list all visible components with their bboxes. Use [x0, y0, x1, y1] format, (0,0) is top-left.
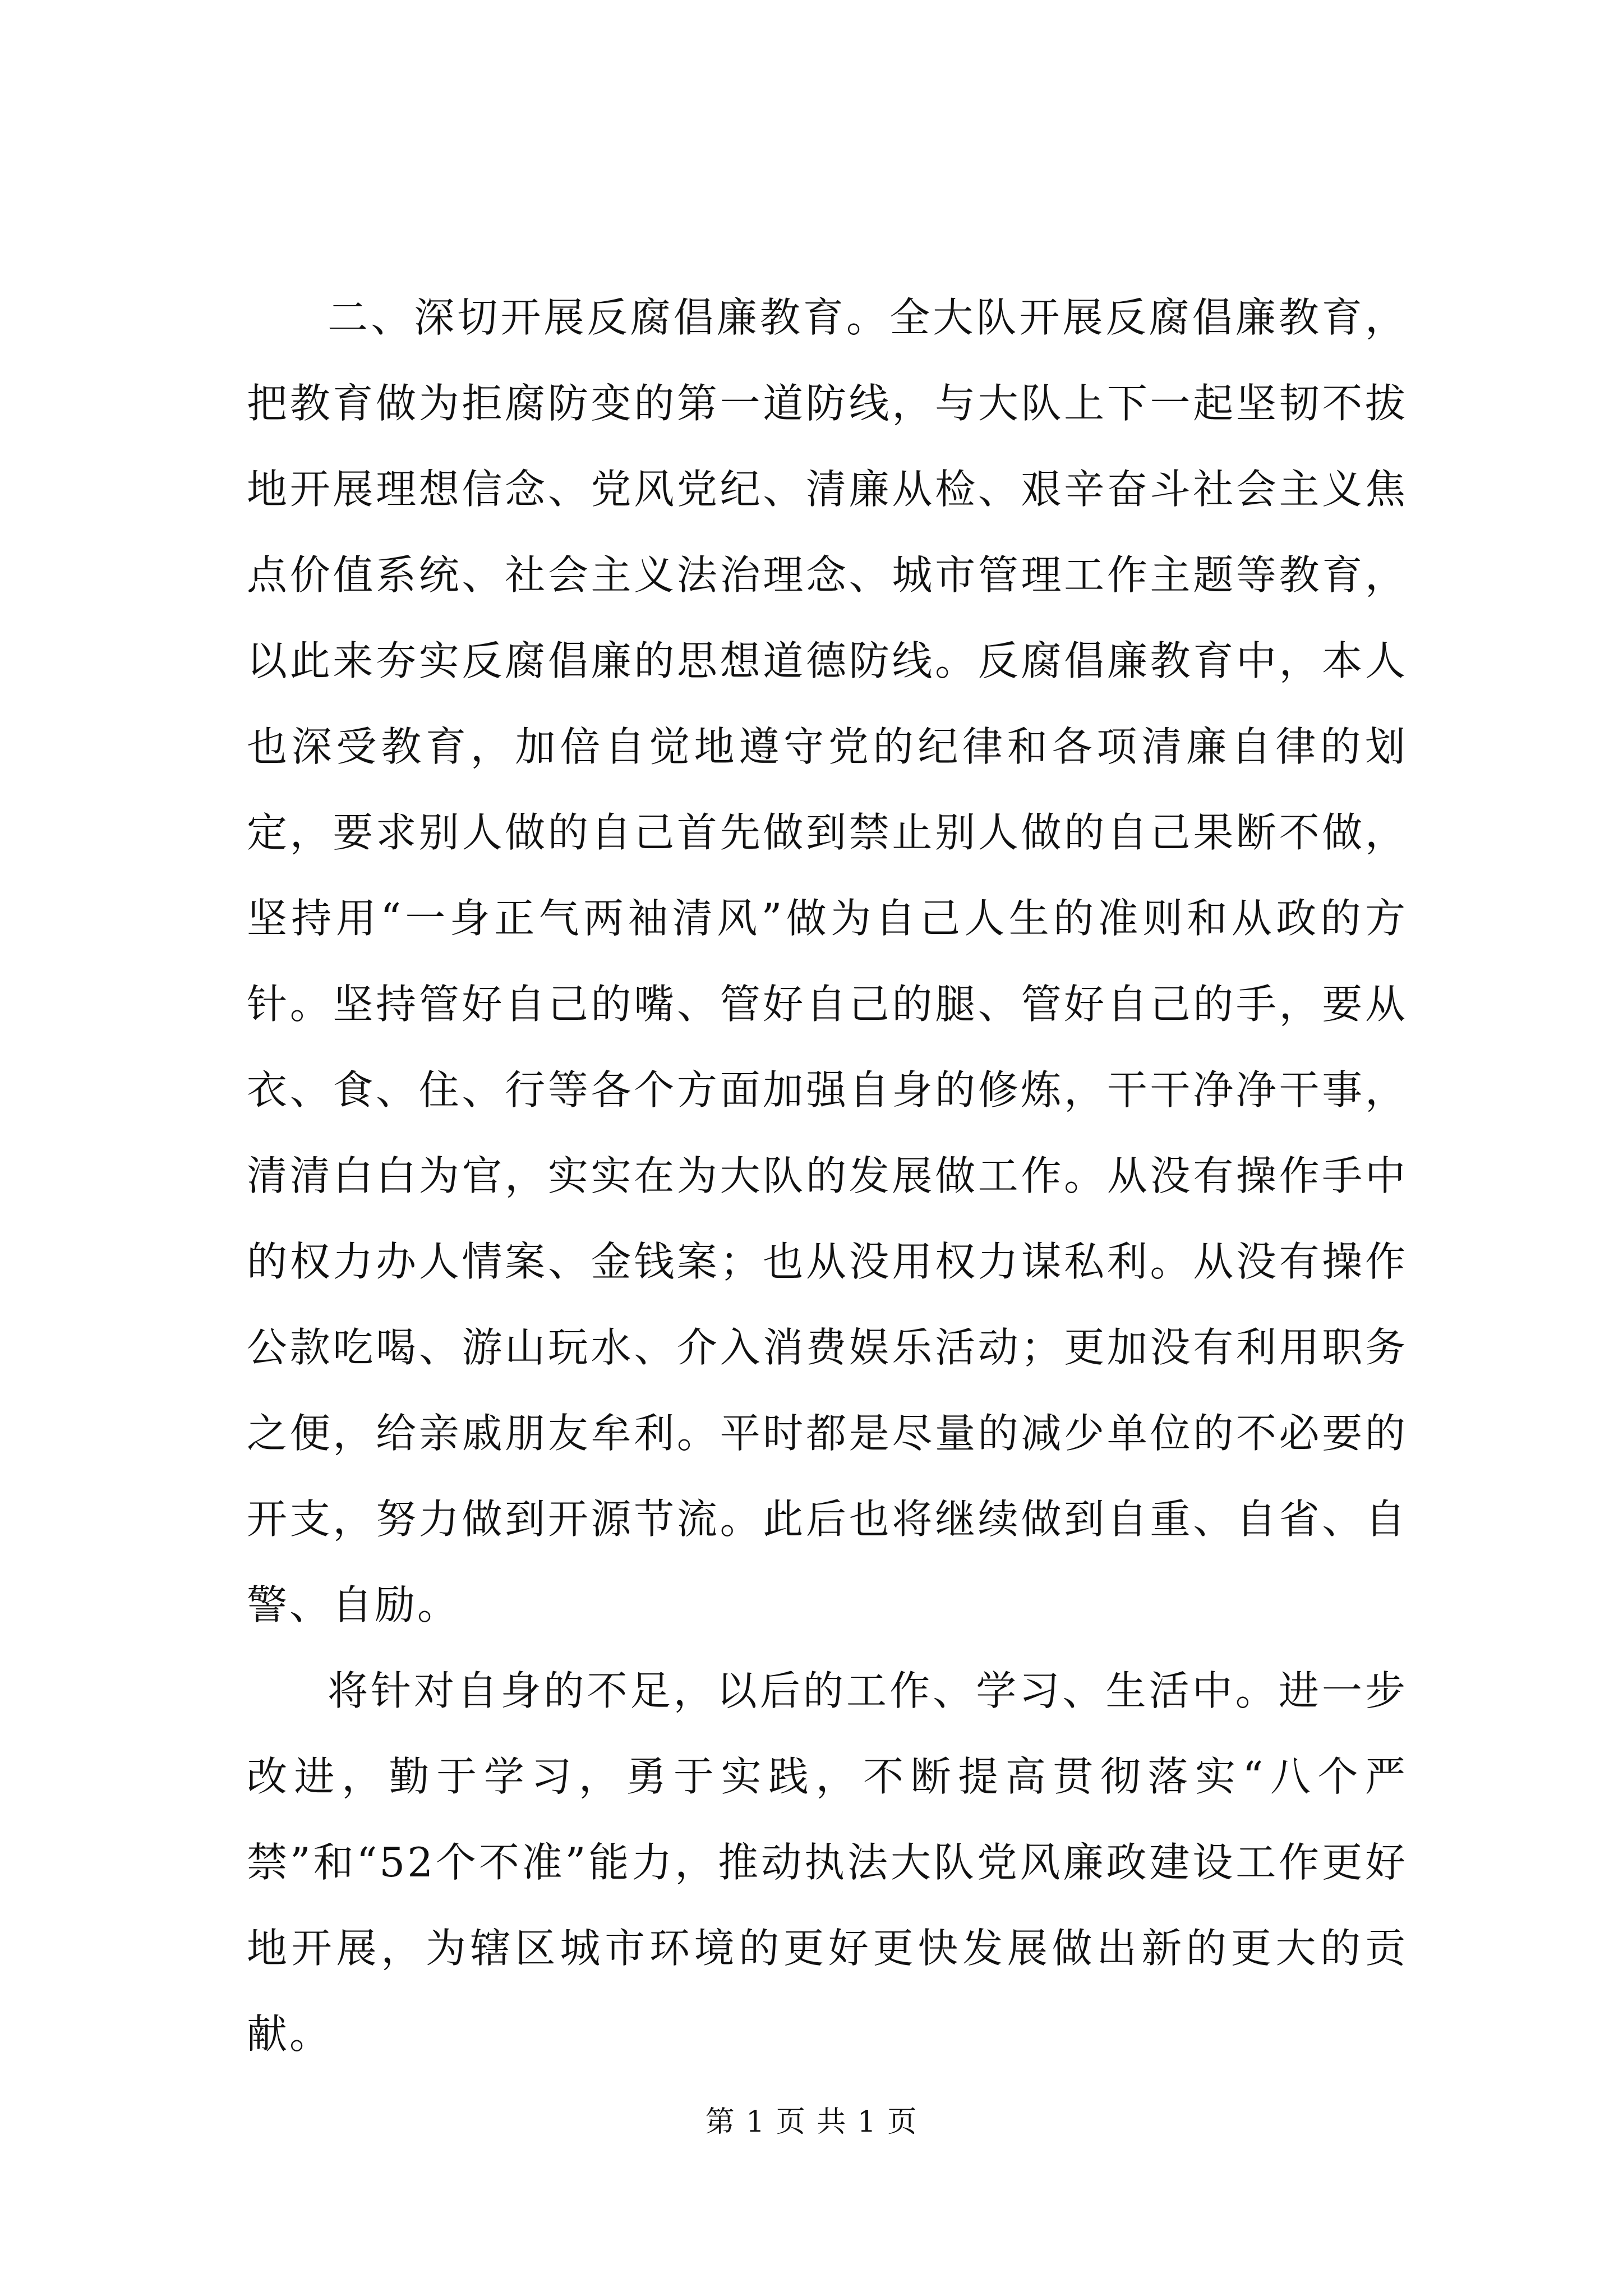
page-number-footer: 第 1 页 共 1 页 [705, 2105, 918, 2139]
paragraph-improvement-plan: 将针对自身的不足，以后的工作、学习、生活中。进一步改进，勤于学习，勇于实践，不断提高贯彻落实“八个严禁”和“52个不准”能力，推动执法大队党风廉政建设工作更好地开展，为辖区城市环境的更好更快发展做出新的更大的贡献。 [247, 1667, 1408, 2058]
paragraph-anti-corruption-education: 二、深切开展反腐倡廉教育。全大队开展反腐倡廉教育，把教育做为拒腐防变的第一道防线，与大队上下一起坚韧不拔地开展理想信念、党风党纪、清廉从检、艰辛奋斗社会主义焦点价值系统、社会主义法治理念、城市管理工作主题等教育，以此来夯实反腐倡廉的思想道德防线。反腐倡廉教育中，本人也深受教育，加倍自觉地遵守党的纪律和各项清廉自律的划定，要求别人做的自己首先做到禁止别人做的自己果断不做，坚持用“一身正气两袖清风”做为自己人生的准则和从政的方针。坚持管好自己的嘴、管好自己的腿、管好自己的手，要从衣、食、住、行等各个方面加强自身的修炼，干干净净干事，清清白白为官，实实在为大队的发展做工作。从没有操作手中的权力办人情案、金钱案；也从没用权力谋私利。从没有操作公款吃喝、游山玩水、介入消费娱乐活动；更加没有利用职务之便，给亲戚朋友牟利。平时都是尽量的减少单位的不必要的开支，努力做到开源节流。此后也将继续做到自重、自省、自警、自励。 [247, 294, 1408, 1628]
document-body [247, 275, 1408, 2077]
